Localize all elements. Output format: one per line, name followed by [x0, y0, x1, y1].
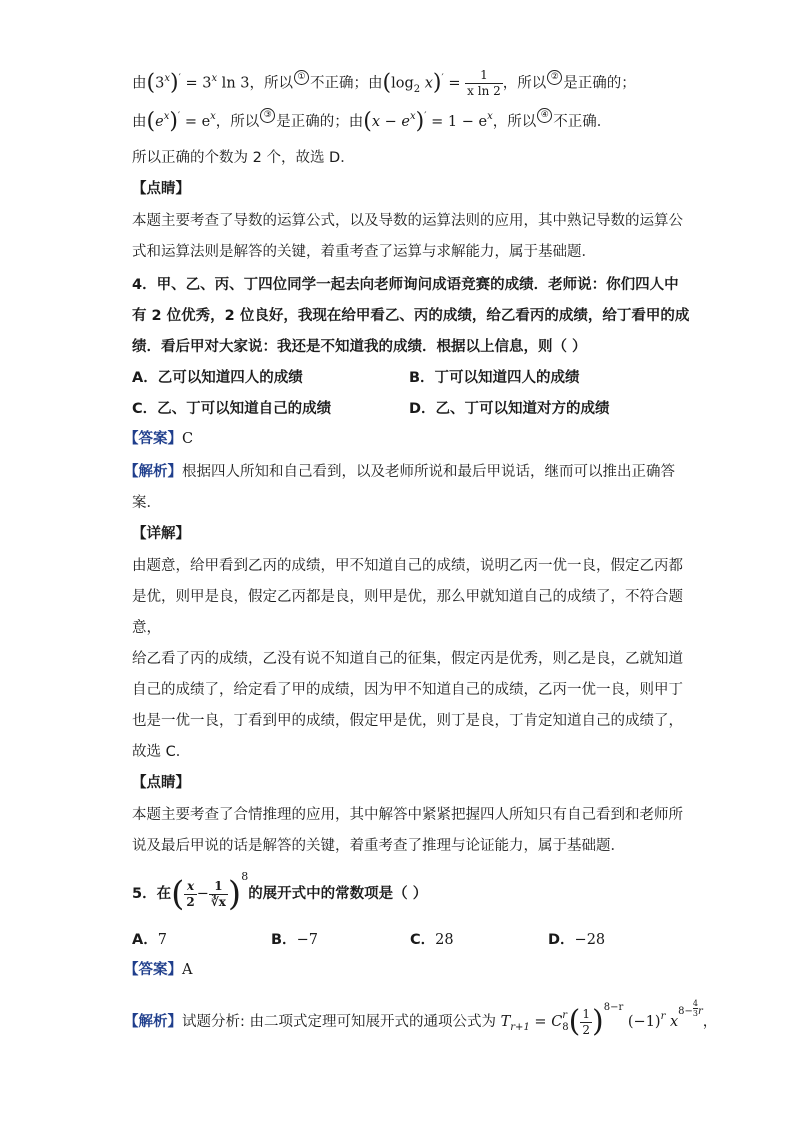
- denominator: 2: [186, 894, 195, 909]
- math: (−1): [627, 1014, 661, 1030]
- comment-header: 【点睛】: [132, 775, 190, 791]
- numerator: 1: [465, 68, 503, 84]
- denominator: 2: [582, 1022, 591, 1037]
- answer-line: [124, 960, 192, 980]
- math: r+1: [510, 1022, 530, 1033]
- analysis-line: 【解析】试题分析: 由二项式定理可知展开式的通项公式为 $T_{r+1} = C$ r 8 ( $\frac{1}{2}$ )$^{8-r}$ $(-1)^r$ $x^{8-}$ $\frac{4}{3}$ $^r$，: [124, 998, 718, 1039]
- answer-value: C: [182, 431, 194, 447]
- circled-number-1: ①: [294, 70, 309, 85]
- math: 8: [562, 1022, 569, 1033]
- text: ，所以: [215, 114, 260, 130]
- math: x: [210, 111, 216, 122]
- option-label: A．: [132, 932, 158, 948]
- option-value: −7: [296, 932, 318, 948]
- math: =: [448, 75, 461, 92]
- text: 不正确；由: [310, 75, 383, 92]
- fraction: [580, 1007, 592, 1038]
- numerator: x: [184, 879, 196, 895]
- text: ，所以: [492, 114, 537, 130]
- circled-number-2: ②: [547, 70, 562, 85]
- math: ′: [178, 72, 181, 84]
- numerator: 1: [582, 1006, 591, 1021]
- option-b: [271, 930, 318, 950]
- math: 8−r: [603, 1002, 624, 1013]
- math: x − e: [371, 114, 411, 130]
- derivative-line-2: 由$(e^x)' = e^x$，所以 ③ 是正确的；由$(x - e^x)' = 1 - e^x$，所以 ④ 不正确．: [132, 109, 612, 134]
- math: 2: [413, 83, 421, 95]
- math: x: [410, 111, 416, 122]
- denominator: x ln 2: [467, 84, 501, 98]
- denominator: ∛x: [210, 894, 226, 909]
- question-5-stem: 5．在( $\frac{x}{2}$ − $\frac{1}{∛x}$ )$^8$的展开式中的常数项是（ ）: [132, 870, 428, 914]
- math: C: [551, 1014, 563, 1030]
- math: =: [534, 1014, 547, 1030]
- option-a: A．乙可以知道四人的成绩: [132, 370, 303, 386]
- detail-header: 【详解】: [132, 526, 190, 542]
- text: 5．在: [132, 886, 172, 902]
- math: e: [155, 114, 164, 130]
- math: −: [196, 886, 209, 902]
- answer-tag: 【答案】: [124, 431, 182, 447]
- analysis-tag: 【解析】: [124, 464, 182, 480]
- math: x: [487, 111, 493, 122]
- text: 不正确．: [553, 114, 612, 130]
- math: 8: [241, 870, 249, 883]
- math: T: [500, 1014, 511, 1030]
- text: 的展开式中的常数项是（ ）: [248, 886, 428, 902]
- analysis-text: 案．: [132, 495, 161, 511]
- text: 是正确的；由: [276, 114, 364, 130]
- circled-number-3: ③: [260, 108, 275, 123]
- denominator: 3: [692, 1008, 699, 1018]
- answer-value: A: [182, 962, 193, 978]
- option-d: D．乙、丁可以知道对方的成绩: [409, 401, 610, 417]
- math: x: [420, 75, 433, 92]
- option-b: B．丁可以知道四人的成绩: [409, 370, 580, 386]
- comment-text: 本题主要考查了合情推理的应用，其中解答中紧紧把握四人所知只有自己看到和老师所: [132, 807, 683, 823]
- analysis-text: 试题分析: 由二项式定理可知展开式的通项公式为: [182, 1014, 496, 1030]
- answer-line: [124, 429, 193, 449]
- text: 由: [132, 114, 147, 130]
- option-value: 28: [435, 932, 454, 948]
- analysis-text: 根据四人所知和自己看到，以及老师所说和最后甲说话，继而可以推出正确答: [182, 464, 675, 480]
- math: ′: [424, 111, 427, 122]
- text: ，所以: [502, 75, 547, 92]
- option-label: B．: [271, 932, 297, 948]
- math: r: [660, 1011, 666, 1022]
- conclusion-text: 所以正确的个数为 2 个，故选 D．: [132, 150, 355, 166]
- numerator: 1: [209, 879, 228, 895]
- math: = e: [184, 114, 211, 130]
- math: x: [163, 111, 170, 122]
- text: ，: [702, 1014, 718, 1030]
- text: 是正确的；: [563, 75, 636, 92]
- fraction: [184, 879, 196, 910]
- option-a: [132, 930, 167, 950]
- math: = 3: [185, 75, 212, 92]
- detail-text: 给乙看了丙的成绩，乙没有说不知道自己的征集，假定丙是优秀，则乙是良，乙就知道: [132, 651, 683, 667]
- circled-number-4: ④: [537, 108, 552, 123]
- comment-header: 【点睛】: [132, 181, 190, 197]
- fraction: [209, 879, 228, 910]
- detail-text: 故选 C．: [132, 744, 191, 760]
- question-4-stem: 4．甲、乙、丙、丁四位同学一起去向老师询问成语竞赛的成绩．老师说：你们四人中: [132, 277, 679, 293]
- math: r: [698, 1006, 703, 1017]
- comment-text: 说及最后甲说的话是解答的关键，着重考查了推理与论证能力，属于基础题．: [132, 838, 625, 854]
- detail-text: 是优，则甲是良，假定乙丙都是良，则甲是优，那么甲就知道自己的成绩了，不符合题: [132, 589, 683, 605]
- math: x: [669, 1014, 679, 1030]
- detail-text: 由题意，给甲看到乙丙的成绩，甲不知道自己的成绩，说明乙丙一优一良，假定乙丙都: [132, 558, 683, 574]
- math: ′: [177, 111, 181, 122]
- derivative-line-1: 由$(3^x)' = 3^x$ ln 3，所以 ① 不正确；由($\log_2$ x)′ = $\frac{1}{\text{x ln 2}}$ ，所以 ② 是正确的；: [132, 68, 636, 98]
- comment-text: 本题主要考查了导数的运算公式，以及导数的运算法则的应用，其中熟记导数的运算公: [132, 213, 683, 229]
- option-value: 7: [157, 932, 167, 948]
- math: 8−: [678, 1006, 693, 1017]
- option-c: C．乙、丁可以知道自己的成绩: [132, 401, 332, 417]
- numerator: 4: [692, 998, 699, 1008]
- option-d: [548, 930, 605, 950]
- detail-text: 也是一优一良，丁看到甲的成绩，假定甲是优，则丁是良，丁肯定知道自己的成绩了，: [132, 713, 683, 729]
- detail-text: 意，: [132, 620, 161, 636]
- option-c: [410, 930, 454, 950]
- option-label: C．: [410, 932, 436, 948]
- question-4-stem: 绩．看后甲对大家说：我还是不知道我的成绩．根据以上信息，则（ ）: [132, 339, 587, 355]
- math: log: [391, 75, 414, 92]
- math: x: [211, 72, 218, 84]
- math: r: [562, 1010, 568, 1021]
- math: ′: [441, 72, 444, 84]
- math: ln 3，所以: [217, 75, 293, 92]
- analysis-line: [124, 462, 675, 482]
- comment-text: 式和运算法则是解答的关键，着重考查了运算与求解能力，属于基础题．: [132, 244, 596, 260]
- math: = 1 − e: [431, 114, 488, 130]
- answer-tag: 【答案】: [124, 962, 182, 978]
- analysis-tag: 【解析】: [124, 1014, 182, 1030]
- math: x: [164, 72, 170, 84]
- text: 由: [132, 75, 147, 92]
- math: 3: [155, 75, 165, 92]
- fraction: [465, 68, 503, 99]
- option-label: D．: [548, 932, 575, 948]
- question-4-stem: 有 2 位优秀，2 位良好，我现在给甲看乙、丙的成绩，给乙看丙的成绩，给丁看甲的成: [132, 308, 690, 324]
- detail-text: 自己的成绩了，给定看了甲的成绩，因为甲不知道自己的成绩，乙丙一优一良，则甲丁: [132, 682, 683, 698]
- option-value: −28: [574, 932, 606, 948]
